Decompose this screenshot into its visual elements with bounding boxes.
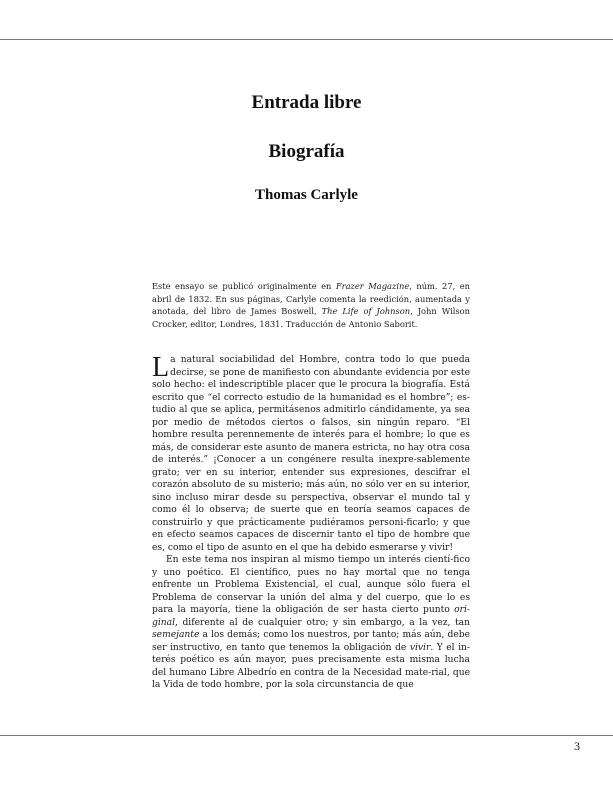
paragraph-2 [152,554,470,692]
paragraph-text: En este tema nos inspiran al mismo tiempo un interés cientí-fico y uno poético. El científico, pues no hay mortal que no tenga enfrente un Problema Existencial, el cual, aunque sólo fuera el Problema de conservar la unión del alma y del cuerpo, que lo es para la mayoría, tiene la obligación de ser hasta cierto punto [152,555,470,615]
body-text [152,354,470,692]
book-title: The Life of Johnson [321,306,411,316]
paragraph-1 [152,354,470,554]
note-text: Este ensayo se publicó originalmente en [152,281,336,291]
article-title: Biografía [268,141,345,162]
drop-cap: L [152,352,170,383]
publication-note [152,280,470,330]
note-text: , núm. 27, en abril de 1832. En sus páginas, Carlyle comenta la reedición, aumentada y anotada, del libro de James Boswell, [152,281,470,316]
emphasis: semejante [152,630,200,640]
section-heading: Entrada libre [251,92,362,113]
note-text: , John Wilson Crocker, editor, Londres, 1831. Traducción de Antonio Saborit. [152,306,471,329]
paragraph-text: a los demás; como los nuestros, por tanto; más aún, debe ser instructivo, en tanto que tenemos la obligación de [152,630,470,653]
bottom-rule [0,735,613,736]
paragraph-text: , diferente al de cualquier otro; y sin embargo, a la vez, tan [175,617,470,628]
emphasis: ori-ginal [152,605,470,628]
top-rule [0,39,613,40]
magazine-title: Frazer Magazine [335,281,410,291]
paragraph-text: . Y el in-terés poético es aún mayor, pues precisamente esta misma lucha del humano Libre Albedrío en contra de la Necesidad mate-rial, que la Vida de todo hombre, por la sola circunstancia de que [152,642,470,690]
emphasis: vivir [409,642,431,653]
author-name: Thomas Carlyle [255,187,358,203]
page-number: 3 [574,739,580,753]
paragraph-text: a natural sociabilidad del Hombre, contra todo lo que pueda decirse, se pone de manifiesto con abundante evidencia por este solo hecho: el indescriptible placer que le procura la biografía. Está escrito que “el correcto estudio de la humanidad es el hombre”; es-tudio al que se aplica, permitásenos admitirlo cándidamente, ya sea por medio de métodos ciertos o falsos, sin ningún reparo. “El hombre resulta perennemente de interés para el hombre; lo que es más, de considerar este asunto de manera estricta, no hay otra cosa de interés.” ¡Conocer a un congénere resulta inexpre-sablemente grato; ver en su interior, entender sus expresiones, descifrar el corazón absoluto de su misterio; más aún, no sólo ver en su interior, sino incluso mirar desde su perspectiva, observar el mundo tal y como él lo observa; de suerte que en teoría seamos capaces de construirlo y que prácticamente pudiéramos personi-ficarlo; y que en efecto seamos capaces de discernir tanto el tipo de hombre que es, como el tipo de asunto en el que ha debido esmerarse y vivir! [152,355,470,553]
